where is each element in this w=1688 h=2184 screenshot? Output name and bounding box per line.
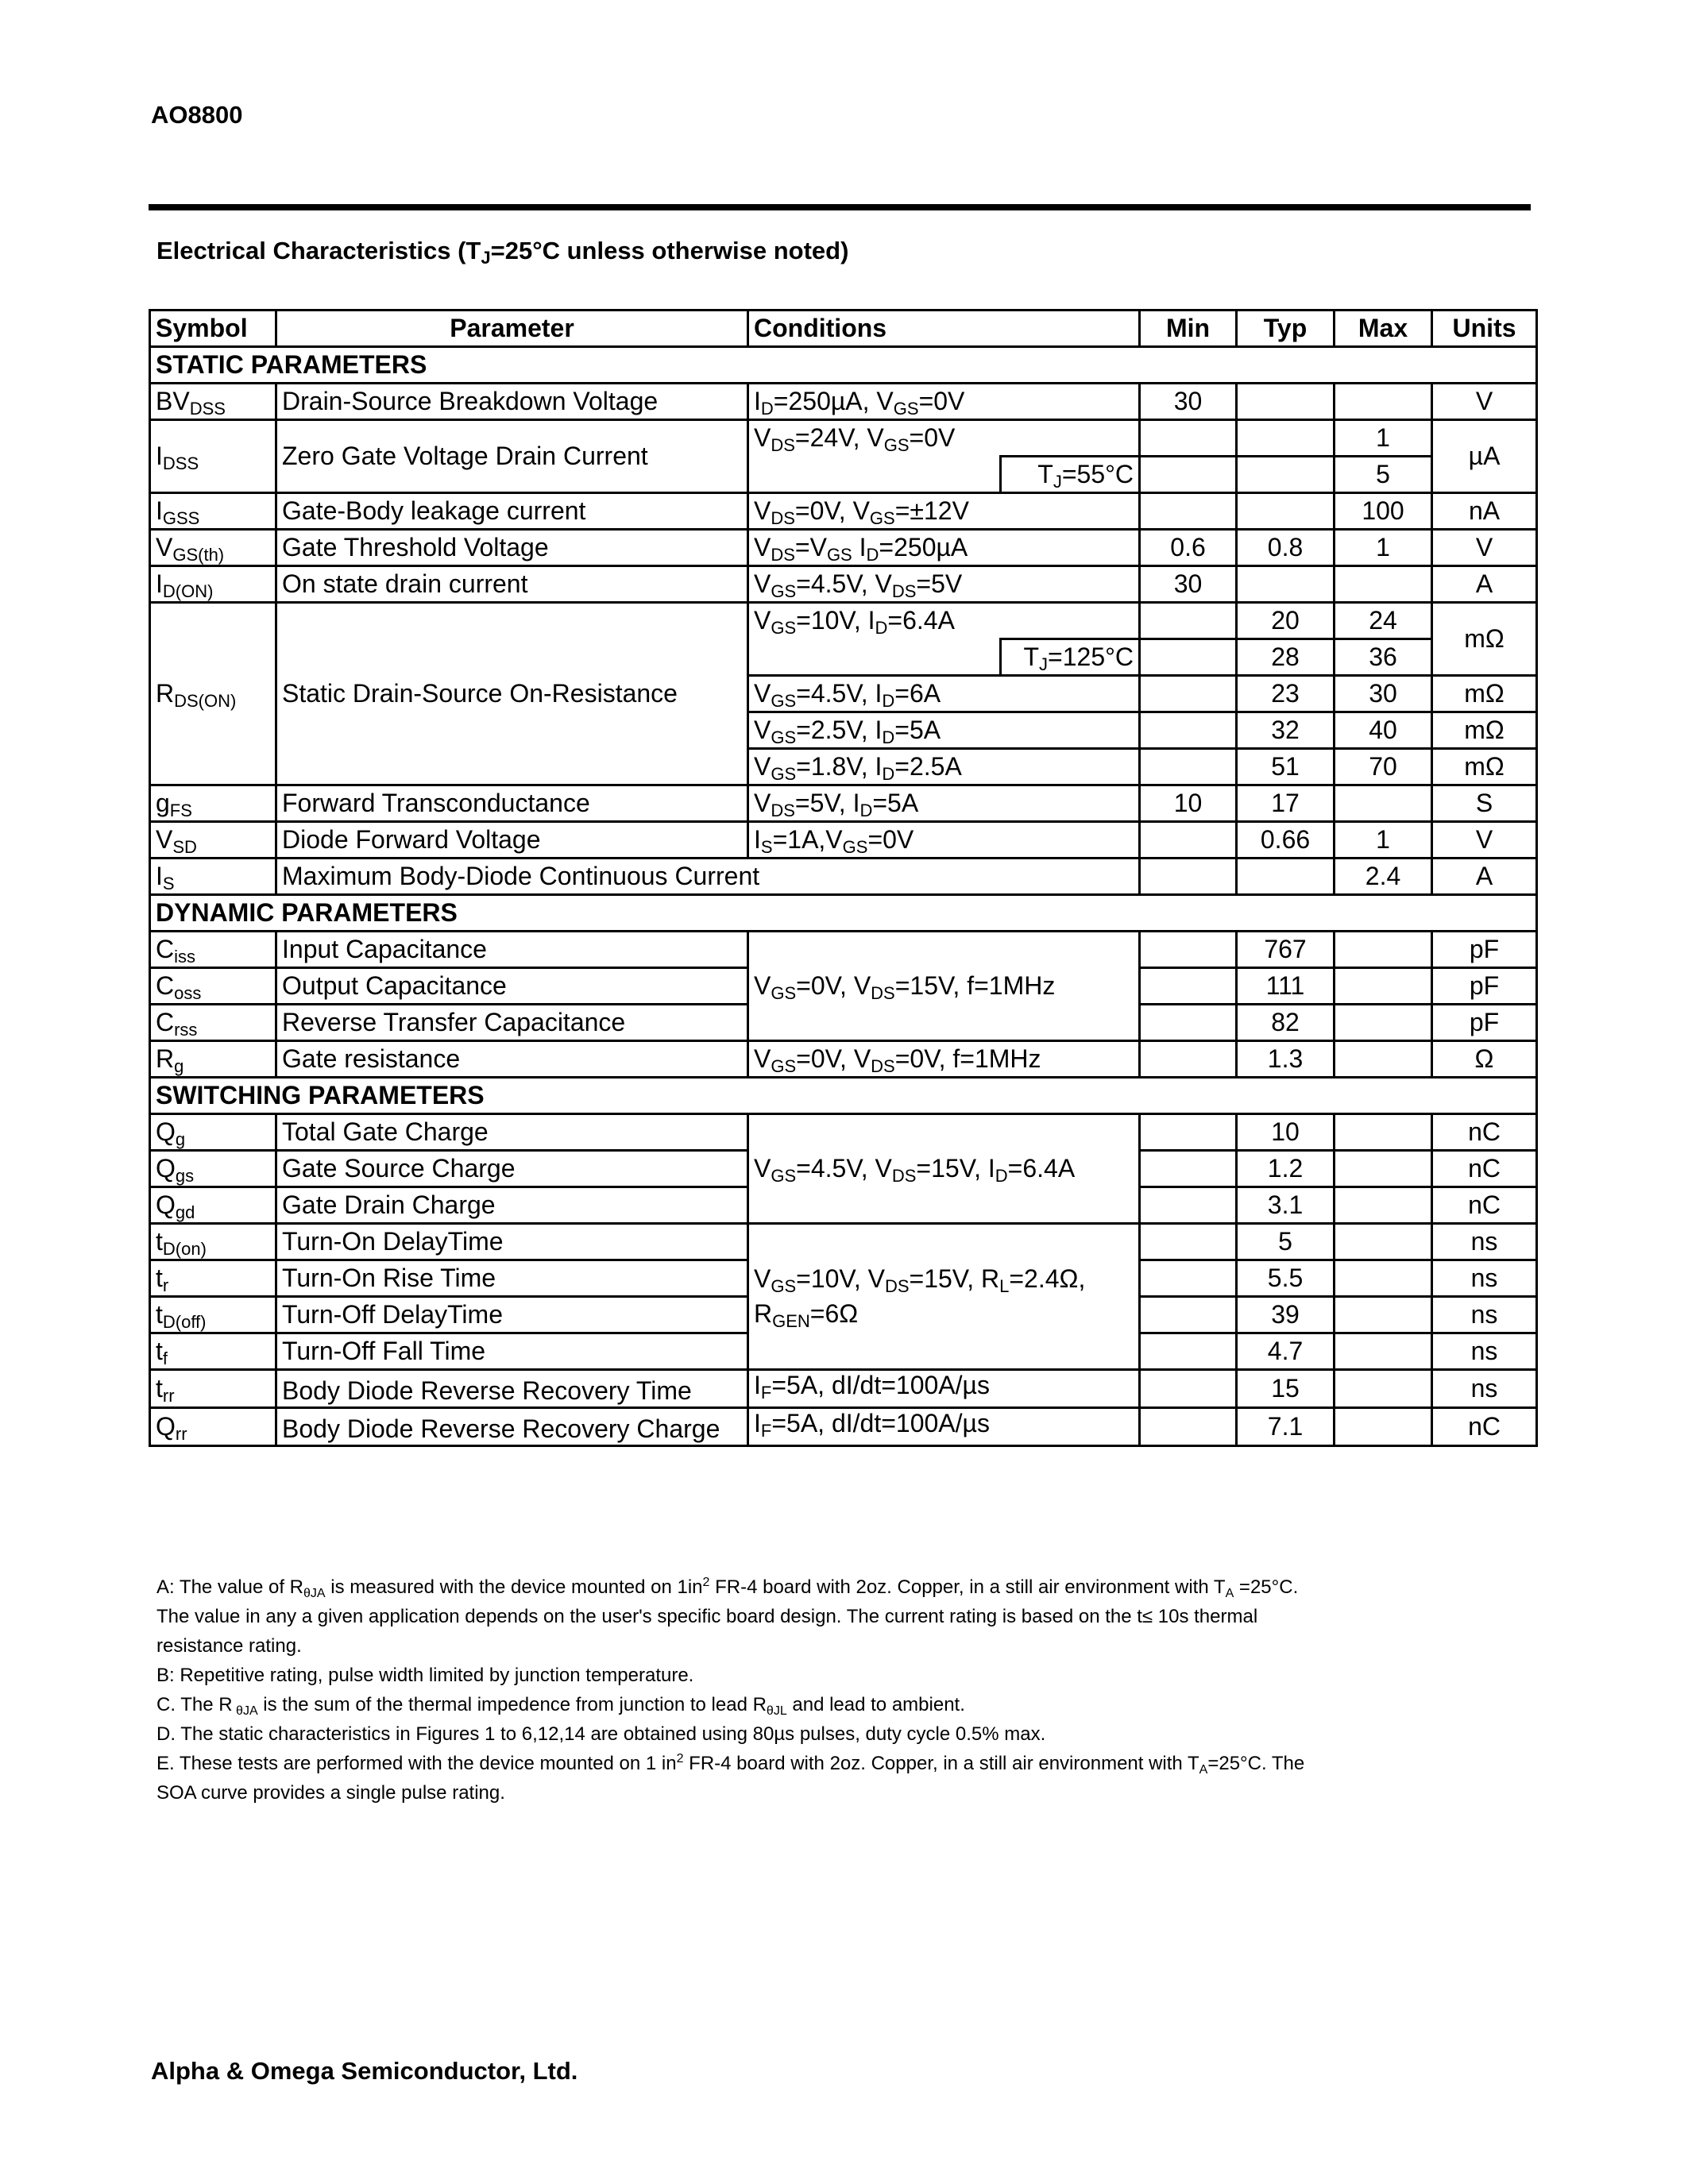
min-cell: [1140, 1260, 1237, 1297]
min-cell: [1140, 1187, 1237, 1224]
min-cell: [1140, 1297, 1237, 1333]
min-cell: [1140, 676, 1237, 712]
min-cell: [1140, 749, 1237, 785]
units-cell: pF: [1432, 932, 1537, 968]
note-a-line3: resistance rating.: [156, 1635, 302, 1657]
parameter-cell: Body Diode Reverse Recovery Charge: [276, 1408, 748, 1446]
symbol-cell: $V_{GS(th)}$: [150, 530, 276, 566]
parameter-cell: Gate Threshold Voltage: [276, 530, 748, 566]
parameter-cell: Turn-On Rise Time: [276, 1260, 748, 1297]
table-title: Electrical Characteristics ($T_J=25^\circ C$ unless otherwise noted): [156, 237, 849, 268]
table-row: [150, 785, 1537, 822]
typ-cell: [1237, 420, 1335, 457]
col-min: Min: [1140, 311, 1237, 347]
table-row: [150, 566, 1537, 603]
typ-cell: 1.2: [1237, 1151, 1335, 1187]
typ-cell: 7.1: [1237, 1408, 1335, 1446]
symbol-cell: $R_g$: [150, 1041, 276, 1078]
units-cell: ns: [1432, 1297, 1537, 1333]
conditions-cell: $I_S=1A,V_{GS}=0V$: [748, 822, 1140, 859]
table-row: [150, 822, 1537, 859]
symbol-cell: $g_{FS}$: [150, 785, 276, 822]
units-cell: ns: [1432, 1370, 1537, 1408]
parameter-cell: Maximum Body-Diode Continuous Current: [276, 859, 1140, 895]
symbol-cell: $I_{DSS}$: [150, 420, 276, 493]
max-cell: [1335, 1260, 1432, 1297]
max-cell: [1335, 1005, 1432, 1041]
conditions-cell: $V_{GS}=4.5V$, $V_{DS}=5V$: [748, 566, 1140, 603]
max-cell: 100: [1335, 493, 1432, 530]
units-cell: pF: [1432, 968, 1537, 1005]
parameter-cell: Gate resistance: [276, 1041, 748, 1078]
note-c: C. The R $_{\theta JA}$ is the sum of the thermal impedence from junction to lead $R_{\theta JL}$ and lead to ambient.: [156, 1694, 965, 1718]
col-typ: Typ: [1237, 311, 1335, 347]
parameter-cell: Turn-Off Fall Time: [276, 1333, 748, 1370]
typ-cell: 32: [1237, 712, 1335, 749]
units-cell: ns: [1432, 1333, 1537, 1370]
note-e-line2: SOA curve provides a single pulse rating.: [156, 1782, 505, 1804]
max-cell: 5: [1335, 457, 1432, 493]
symbol-cell: $t_{D(off)}$: [150, 1297, 276, 1333]
table-header-row: [150, 311, 1537, 347]
units-cell: mΩ: [1432, 712, 1537, 749]
col-symbol: Symbol: [150, 311, 276, 347]
company-footer: Alpha & Omega Semiconductor, Ltd.: [151, 2057, 578, 2085]
min-cell: [1140, 420, 1237, 457]
max-cell: 40: [1335, 712, 1432, 749]
max-cell: [1335, 1114, 1432, 1151]
conditions-spacer: [748, 457, 1001, 493]
min-cell: [1140, 493, 1237, 530]
typ-cell: 5.5: [1237, 1260, 1335, 1297]
symbol-cell: $BV_{DSS}$: [150, 384, 276, 420]
note-b: B: Repetitive rating, pulse width limited by junction temperature.: [156, 1665, 694, 1686]
max-cell: 70: [1335, 749, 1432, 785]
max-cell: [1335, 1333, 1432, 1370]
conditions-cell: $V_{DS}=24V$, $V_{GS}=0V$: [748, 420, 1140, 457]
max-cell: 2.4: [1335, 859, 1432, 895]
conditions-cell: $V_{GS}=0V$, $V_{DS}=15V$, f=1MHz: [748, 932, 1140, 1041]
symbol-cell: $V_{SD}$: [150, 822, 276, 859]
min-cell: [1140, 932, 1237, 968]
min-cell: [1140, 1041, 1237, 1078]
table-row: [150, 1408, 1537, 1446]
typ-cell: 0.66: [1237, 822, 1335, 859]
conditions-cell: $V_{GS}=0V$, $V_{DS}=0V$, f=1MHz: [748, 1041, 1140, 1078]
part-number: AO8800: [151, 101, 243, 129]
conditions-cell: $V_{GS}=4.5V$, $V_{DS}=15V$, $I_D=6.4A$: [748, 1114, 1140, 1224]
max-cell: [1335, 1151, 1432, 1187]
max-cell: 1: [1335, 822, 1432, 859]
units-cell: nA: [1432, 493, 1537, 530]
table-row: [150, 1370, 1537, 1408]
units-cell: mΩ: [1432, 603, 1537, 676]
typ-cell: [1237, 384, 1335, 420]
typ-cell: 23: [1237, 676, 1335, 712]
max-cell: 1: [1335, 530, 1432, 566]
footnotes: [156, 1572, 1507, 1808]
parameter-cell: Gate Drain Charge: [276, 1187, 748, 1224]
typ-cell: 5: [1237, 1224, 1335, 1260]
min-cell: [1140, 968, 1237, 1005]
symbol-cell: $Q_{rr}$: [150, 1408, 276, 1446]
units-cell: V: [1432, 530, 1537, 566]
units-cell: S: [1432, 785, 1537, 822]
parameter-cell: Input Capacitance: [276, 932, 748, 968]
typ-cell: 111: [1237, 968, 1335, 1005]
parameter-cell: Body Diode Reverse Recovery Time: [276, 1370, 748, 1408]
min-cell: 0.6: [1140, 530, 1237, 566]
min-cell: [1140, 1151, 1237, 1187]
units-cell: ns: [1432, 1260, 1537, 1297]
max-cell: 36: [1335, 639, 1432, 676]
table-row: [150, 420, 1537, 457]
typ-cell: [1237, 457, 1335, 493]
parameter-cell: Gate-Body leakage current: [276, 493, 748, 530]
conditions-line: $V_{GS}=10V$, $V_{DS}=15V$, $R_L=2.4\Omega$,: [754, 1264, 1086, 1296]
table-row: [150, 932, 1537, 968]
symbol-cell: $t_f$: [150, 1333, 276, 1370]
table-row: [150, 603, 1537, 639]
units-cell: pF: [1432, 1005, 1537, 1041]
symbol-cell: $Q_g$: [150, 1114, 276, 1151]
typ-cell: 4.7: [1237, 1333, 1335, 1370]
units-cell: nC: [1432, 1187, 1537, 1224]
typ-cell: 20: [1237, 603, 1335, 639]
max-cell: [1335, 1224, 1432, 1260]
col-parameter: Parameter: [276, 311, 748, 347]
units-cell: V: [1432, 822, 1537, 859]
symbol-cell: $t_{D(on)}$: [150, 1224, 276, 1260]
table-row: [150, 859, 1537, 895]
conditions-cell: [748, 1224, 1140, 1370]
table-row: [150, 530, 1537, 566]
units-cell: Ω: [1432, 1041, 1537, 1078]
typ-cell: 3.1: [1237, 1187, 1335, 1224]
conditions-cell: $I_D=250\mu A$, $V_{GS}=0V$: [748, 384, 1140, 420]
min-cell: [1140, 639, 1237, 676]
units-cell: µA: [1432, 420, 1537, 493]
conditions-cell: $V_{DS}=0V$, $V_{GS}=\pm 12V$: [748, 493, 1140, 530]
typ-cell: [1237, 566, 1335, 603]
table-row: [150, 384, 1537, 420]
parameter-cell: Total Gate Charge: [276, 1114, 748, 1151]
typ-cell: 51: [1237, 749, 1335, 785]
typ-cell: 15: [1237, 1370, 1335, 1408]
symbol-cell: $I_{D(ON)}$: [150, 566, 276, 603]
max-cell: 24: [1335, 603, 1432, 639]
units-cell: A: [1432, 566, 1537, 603]
min-cell: [1140, 1408, 1237, 1446]
parameter-cell: Diode Forward Voltage: [276, 822, 748, 859]
note-a: A: The value of $R_{\theta JA}$ is measured with the device mounted on $1in^2$ FR-4 board with 2oz. Copper, in a still air environment with $T_A =25^\circ C$.: [156, 1576, 1299, 1600]
conditions-cell: $I_F=5A$, dI/dt=100A/µs: [748, 1408, 1140, 1446]
symbol-cell: $C_{iss}$: [150, 932, 276, 968]
typ-cell: [1237, 493, 1335, 530]
typ-cell: 0.8: [1237, 530, 1335, 566]
units-cell: mΩ: [1432, 749, 1537, 785]
max-cell: [1335, 1408, 1432, 1446]
symbol-cell: $Q_{gs}$: [150, 1151, 276, 1187]
typ-cell: 82: [1237, 1005, 1335, 1041]
parameter-cell: Zero Gate Voltage Drain Current: [276, 420, 748, 493]
parameter-cell: On state drain current: [276, 566, 748, 603]
min-cell: 10: [1140, 785, 1237, 822]
min-cell: [1140, 457, 1237, 493]
symbol-cell: $I_{GSS}$: [150, 493, 276, 530]
max-cell: [1335, 1041, 1432, 1078]
max-cell: [1335, 1187, 1432, 1224]
max-cell: [1335, 968, 1432, 1005]
units-cell: nC: [1432, 1408, 1537, 1446]
table-row: [150, 1041, 1537, 1078]
section-static: STATIC PARAMETERS: [150, 347, 1537, 384]
min-cell: [1140, 822, 1237, 859]
conditions-spacer: [748, 639, 1001, 676]
max-cell: [1335, 932, 1432, 968]
table-row: [150, 1114, 1537, 1151]
parameter-cell: Output Capacitance: [276, 968, 748, 1005]
section-switching: SWITCHING PARAMETERS: [150, 1078, 1537, 1114]
conditions-line: $R_{GEN}=6\Omega$: [754, 1298, 859, 1331]
note-e: E. These tests are performed with the device mounted on 1 $in^2$ FR-4 board with 2oz. Copper, in a still air environment with $T_A=25^\circ C$. The: [156, 1752, 1305, 1777]
units-cell: mΩ: [1432, 676, 1537, 712]
temp-condition-cell: $T_J=55^\circ C$: [1001, 457, 1140, 493]
section-dynamic: DYNAMIC PARAMETERS: [150, 895, 1537, 932]
typ-cell: 1.3: [1237, 1041, 1335, 1078]
min-cell: [1140, 1333, 1237, 1370]
typ-cell: 28: [1237, 639, 1335, 676]
typ-cell: [1237, 859, 1335, 895]
parameter-cell: Reverse Transfer Capacitance: [276, 1005, 748, 1041]
min-cell: [1140, 1005, 1237, 1041]
symbol-cell: $R_{DS(ON)}$: [150, 603, 276, 785]
max-cell: [1335, 384, 1432, 420]
conditions-cell: $V_{GS}=1.8V$, $I_D=2.5A$: [748, 749, 1140, 785]
symbol-cell: $I_S$: [150, 859, 276, 895]
units-cell: nC: [1432, 1114, 1537, 1151]
section-row: [150, 895, 1537, 932]
min-cell: [1140, 1224, 1237, 1260]
col-units: Units: [1432, 311, 1537, 347]
table-row: [150, 1224, 1537, 1260]
parameter-cell: Forward Transconductance: [276, 785, 748, 822]
min-cell: 30: [1140, 384, 1237, 420]
typ-cell: 10: [1237, 1114, 1335, 1151]
units-cell: nC: [1432, 1151, 1537, 1187]
max-cell: 1: [1335, 420, 1432, 457]
conditions-cell: $I_F=5A$, dI/dt=100A/µs: [748, 1370, 1140, 1408]
units-cell: A: [1432, 859, 1537, 895]
min-cell: 30: [1140, 566, 1237, 603]
max-cell: [1335, 1370, 1432, 1408]
parameter-cell: Static Drain-Source On-Resistance: [276, 603, 748, 785]
units-cell: ns: [1432, 1224, 1537, 1260]
symbol-cell: $Q_{gd}$: [150, 1187, 276, 1224]
conditions-cell: $V_{DS}=V_{GS}$ $I_D=250\mu A$: [748, 530, 1140, 566]
symbol-cell: $t_{rr}$: [150, 1370, 276, 1408]
note-a-line2: The value in any a given application depends on the user's specific board design. The current rating is based on the t≤ 10s thermal: [156, 1606, 1258, 1627]
units-cell: V: [1432, 384, 1537, 420]
parameter-cell: Drain-Source Breakdown Voltage: [276, 384, 748, 420]
parameter-cell: Gate Source Charge: [276, 1151, 748, 1187]
max-cell: [1335, 566, 1432, 603]
typ-cell: 767: [1237, 932, 1335, 968]
symbol-cell: $t_r$: [150, 1260, 276, 1297]
parameter-cell: Turn-On DelayTime: [276, 1224, 748, 1260]
section-row: [150, 347, 1537, 384]
max-cell: 30: [1335, 676, 1432, 712]
conditions-cell: $V_{GS}=4.5V$, $I_D=6A$: [748, 676, 1140, 712]
temp-condition-cell: $T_J=125^\circ C$: [1001, 639, 1140, 676]
typ-cell: 17: [1237, 785, 1335, 822]
electrical-characteristics-table: [149, 309, 1538, 1447]
min-cell: [1140, 1370, 1237, 1408]
conditions-cell: $V_{GS}=2.5V$, $I_D=5A$: [748, 712, 1140, 749]
typ-cell: 39: [1237, 1297, 1335, 1333]
col-conditions: Conditions: [748, 311, 1140, 347]
table-row: [150, 493, 1537, 530]
conditions-cell: $V_{GS}=10V$, $I_D=6.4A$: [748, 603, 1140, 639]
section-row: [150, 1078, 1537, 1114]
parameter-cell: Turn-Off DelayTime: [276, 1297, 748, 1333]
max-cell: [1335, 1297, 1432, 1333]
symbol-cell: $C_{rss}$: [150, 1005, 276, 1041]
min-cell: [1140, 859, 1237, 895]
min-cell: [1140, 712, 1237, 749]
header-rule: [149, 204, 1531, 210]
min-cell: [1140, 1114, 1237, 1151]
max-cell: [1335, 785, 1432, 822]
note-d: D. The static characteristics in Figures 1 to 6,12,14 are obtained using 80µs pulses, duty cycle 0.5% max.: [156, 1723, 1046, 1745]
conditions-cell: $V_{DS}=5V$, $I_D=5A$: [748, 785, 1140, 822]
symbol-cell: $C_{oss}$: [150, 968, 276, 1005]
col-max: Max: [1335, 311, 1432, 347]
min-cell: [1140, 603, 1237, 639]
